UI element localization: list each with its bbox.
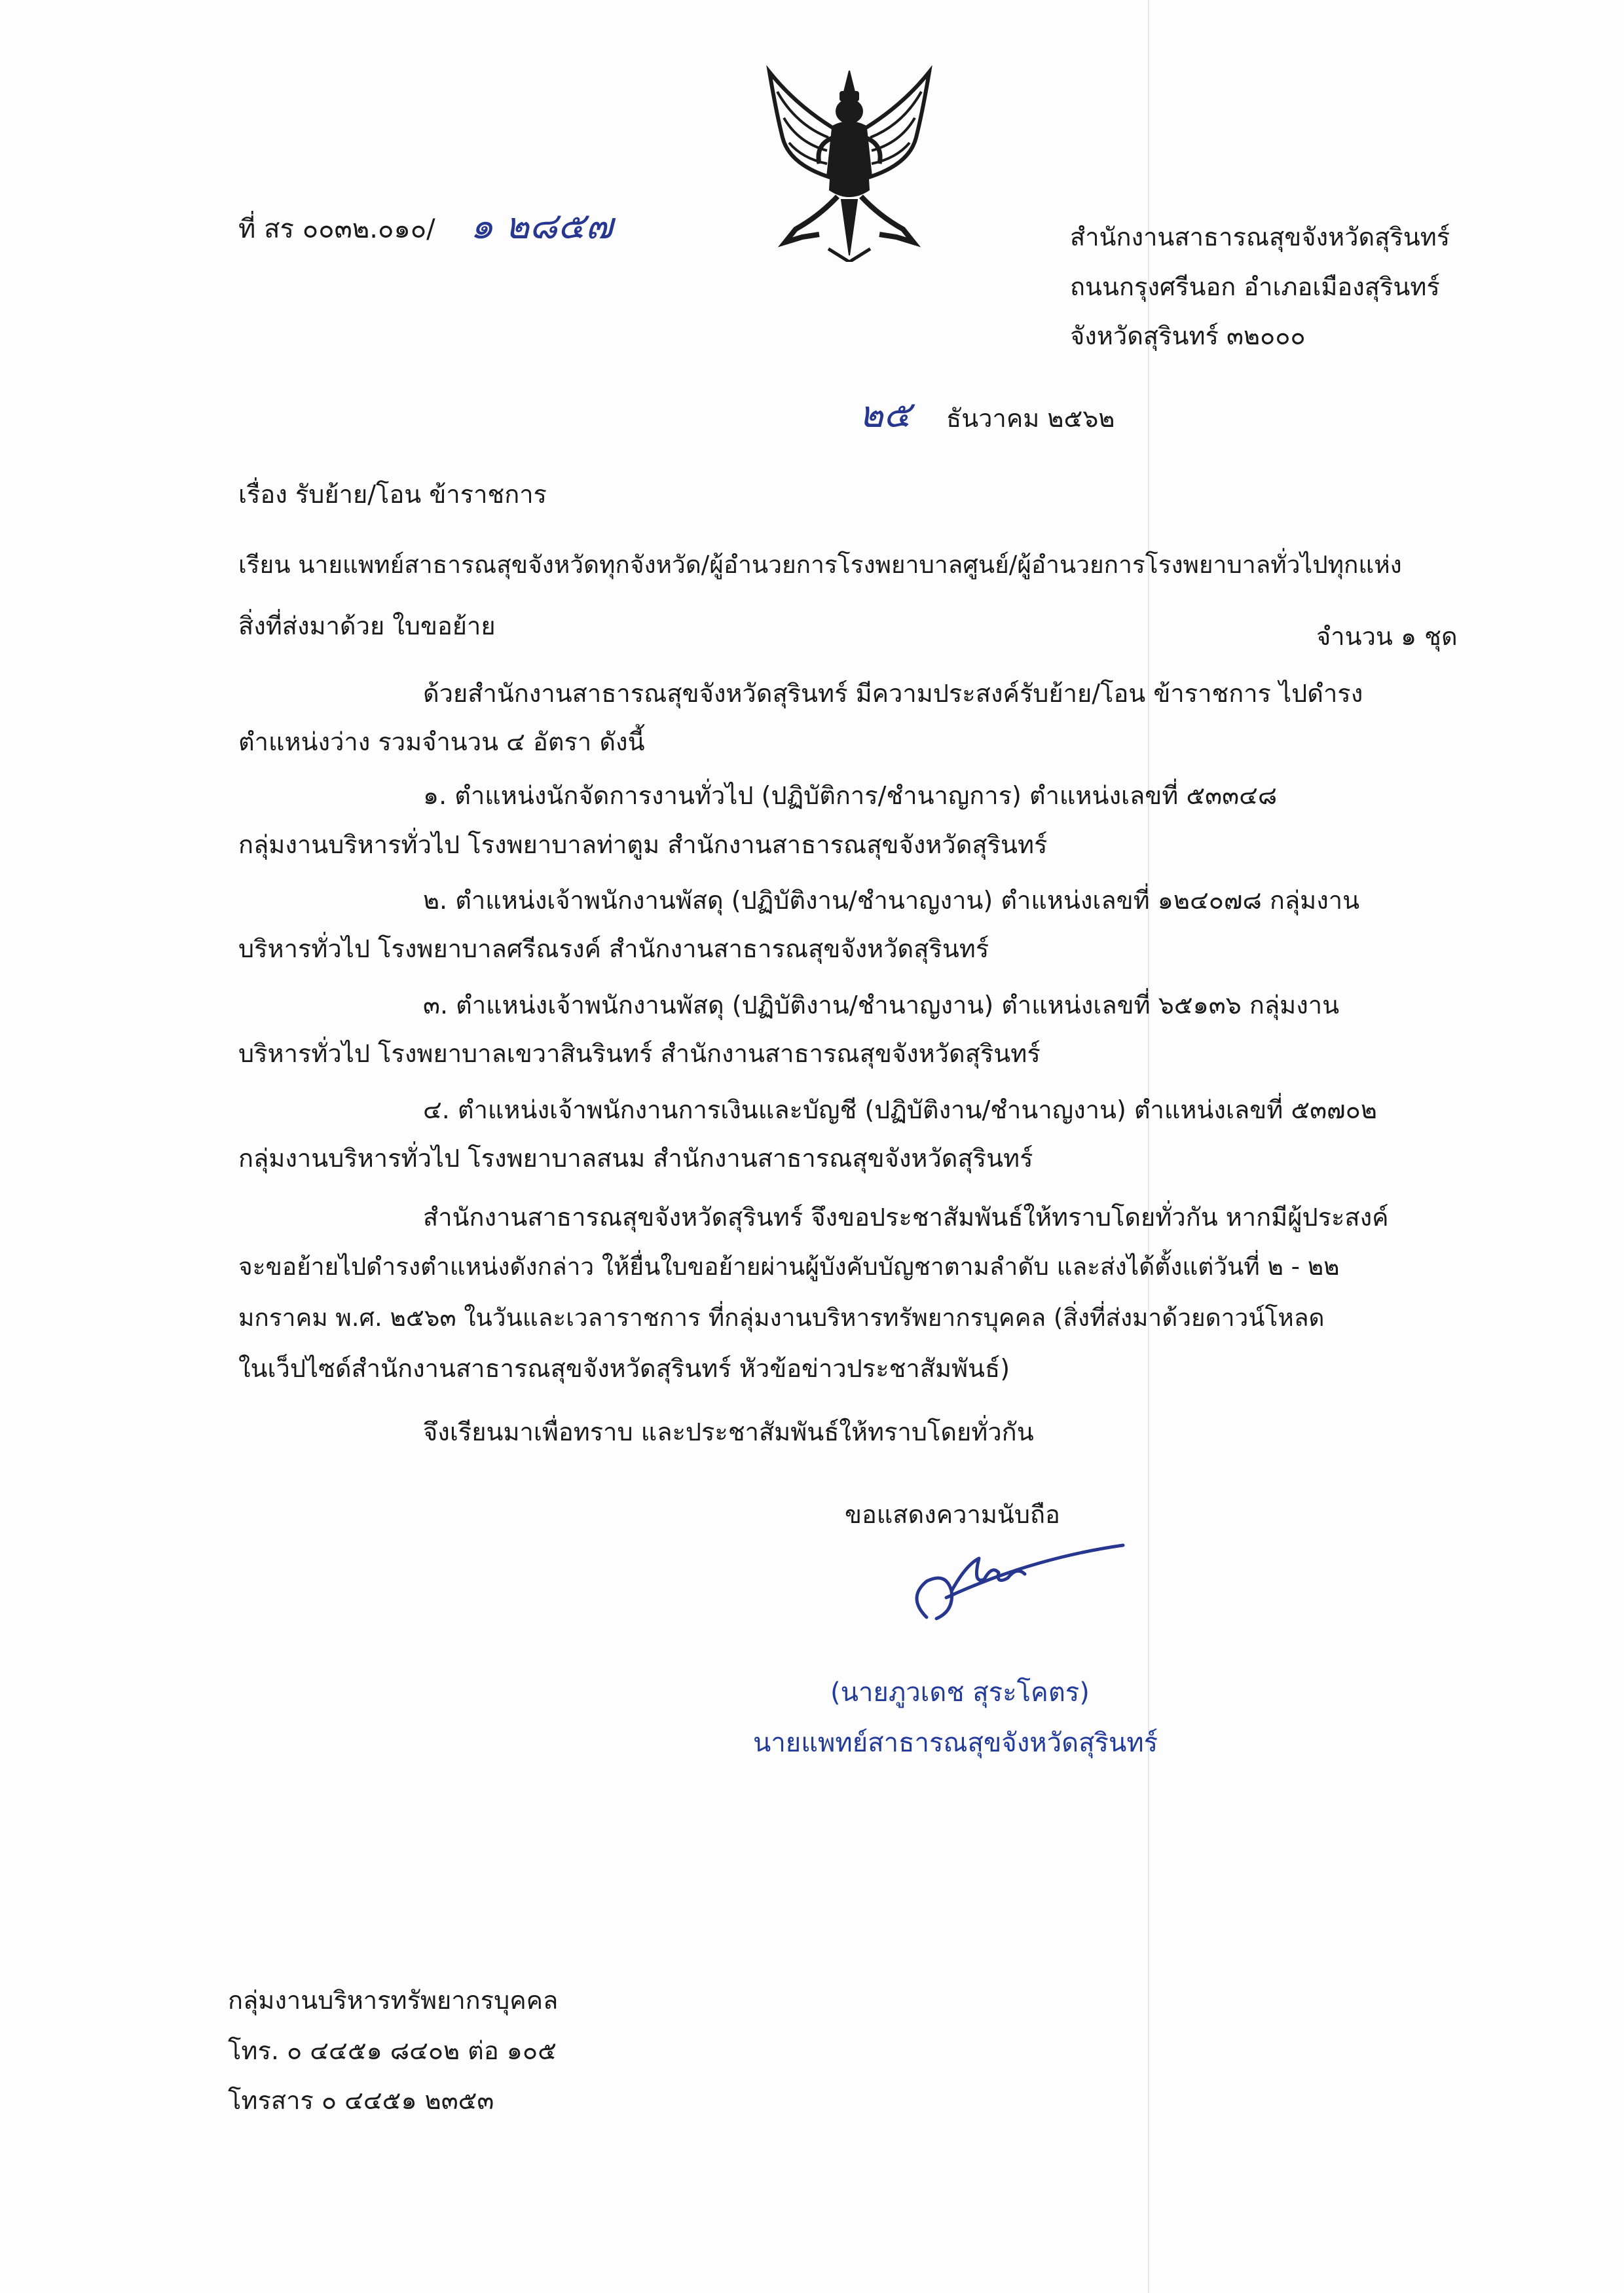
closing-salutation: ขอแสดงความนับถือ [845, 1500, 1060, 1529]
signatory-name: (นายภูวเดช สุระโคตร) [830, 1678, 1090, 1708]
position-3-line2: บริหารทั่วไป โรงพยาบาลเขวาสินรินทร์ สำนักงานสาธารณสุขจังหวัดสุรินทร์ [238, 1039, 1041, 1068]
recipient-line: เรียน นายแพทย์สาธารณสุขจังหวัดทุกจังหวัด/ผู้อำนวยการโรงพยาบาลศูนย์/ผู้อำนวยการโรงพยาบาลทั่วไปทุกแห่ง [238, 551, 1402, 579]
intro-line1: ด้วยสำนักงานสาธารณสุขจังหวัดสุรินทร์ มีความประสงค์รับย้าย/โอน ข้าราชการ ไปดำรง [423, 679, 1363, 708]
reference-label: ที่ สร ๐๐๓๒.๐๑๐/ [238, 214, 435, 244]
closing-request: จึงเรียนมาเพื่อทราบ และประชาสัมพันธ์ให้ทราบโดยทั่วกัน [423, 1418, 1034, 1446]
reference-number-handwritten: ๑ ๒๘๕๗ [470, 205, 613, 248]
footer-fax: โทรสาร ๐ ๔๔๕๑ ๒๓๕๓ [228, 2086, 494, 2115]
position-1-line2: กลุ่มงานบริหารทั่วไป โรงพยาบาลท่าตูม สำนักงานสาธารณสุขจังหวัดสุรินทร์ [238, 830, 1048, 859]
signatory-title: นายแพทย์สาธารณสุขจังหวัดสุรินทร์ [753, 1728, 1158, 1758]
announcement-line2: จะขอย้ายไปดำรงตำแหน่งดังกล่าว ให้ยื่นใบขอย้ายผ่านผู้บังคับบัญชาตามลำดับ และส่งได้ตั้งแต่วันที่ ๒ - ๒๒ [238, 1253, 1340, 1281]
date-day-handwritten: ๒๕ [859, 394, 912, 436]
position-2-line2: บริหารทั่วไป โรงพยาบาลศรีณรงค์ สำนักงานสาธารณสุขจังหวัดสุรินทร์ [238, 934, 989, 963]
office-address-line2: ถนนกรุงศรีนอก อำเภอเมืองสุรินทร์ [1070, 272, 1440, 301]
footer-department: กลุ่มงานบริหารทรัพยากรบุคคล [228, 1986, 559, 2015]
position-1-line1: ๑. ตำแหน่งนักจัดการงานทั่วไป (ปฏิบัติการ/ชำนาญการ) ตำแหน่งเลขที่ ๕๓๓๔๘ [423, 781, 1278, 810]
position-2-line1: ๒. ตำแหน่งเจ้าพนักงานพัสดุ (ปฏิบัติงาน/ชำนาญงาน) ตำแหน่งเลขที่ ๑๒๔๐๗๘ กลุ่มงาน [423, 886, 1360, 915]
date-text: ธันวาคม ๒๕๖๒ [946, 404, 1115, 433]
footer-phone: โทร. ๐ ๔๔๕๑ ๘๔๐๒ ต่อ ๑๐๕ [228, 2036, 557, 2065]
enclosure-quantity: จำนวน ๑ ชุด [1316, 622, 1458, 651]
position-3-line1: ๓. ตำแหน่งเจ้าพนักงานพัสดุ (ปฏิบัติงาน/ชำนาญงาน) ตำแหน่งเลขที่ ๖๕๑๓๖ กลุ่มงาน [423, 991, 1340, 1019]
position-4-line1: ๔. ตำแหน่งเจ้าพนักงานการเงินและบัญชี (ปฏิบัติงาน/ชำนาญงาน) ตำแหน่งเลขที่ ๕๓๗๐๒ [423, 1095, 1377, 1124]
enclosure-label: สิ่งที่ส่งมาด้วย ใบขอย้าย [238, 612, 496, 640]
announcement-line1: สำนักงานสาธารณสุขจังหวัดสุรินทร์ จึงขอประชาสัมพันธ์ให้ทราบโดยทั่วกัน หากมีผู้ประสงค์ [423, 1203, 1389, 1232]
office-address-line3: จังหวัดสุรินทร์ ๓๒๐๐๐ [1070, 321, 1306, 350]
signature-icon [900, 1519, 1162, 1650]
office-address-line1: สำนักงานสาธารณสุขจังหวัดสุรินทร์ [1070, 223, 1450, 251]
announcement-line3: มกราคม พ.ศ. ๒๕๖๓ ในวันและเวลาราชการ ที่กลุ่มงานบริหารทรัพยากรบุคคล (สิ่งที่ส่งมาด้วยดาวน์โหลด [238, 1304, 1325, 1332]
subject-line: เรื่อง รับย้าย/โอน ข้าราชการ [238, 480, 547, 509]
announcement-line4: ในเว็ปไซด์สำนักงานสาธารณสุขจังหวัดสุรินทร์ หัวข้อข่าวประชาสัมพันธ์) [238, 1354, 1010, 1383]
intro-line2: ตำแหน่งว่าง รวมจำนวน ๔ อัตรา ดังนี้ [238, 727, 645, 756]
position-4-line2: กลุ่มงานบริหารทั่วไป โรงพยาบาลสนม สำนักงานสาธารณสุขจังหวัดสุรินทร์ [238, 1144, 1033, 1173]
garuda-emblem-icon [756, 65, 943, 262]
